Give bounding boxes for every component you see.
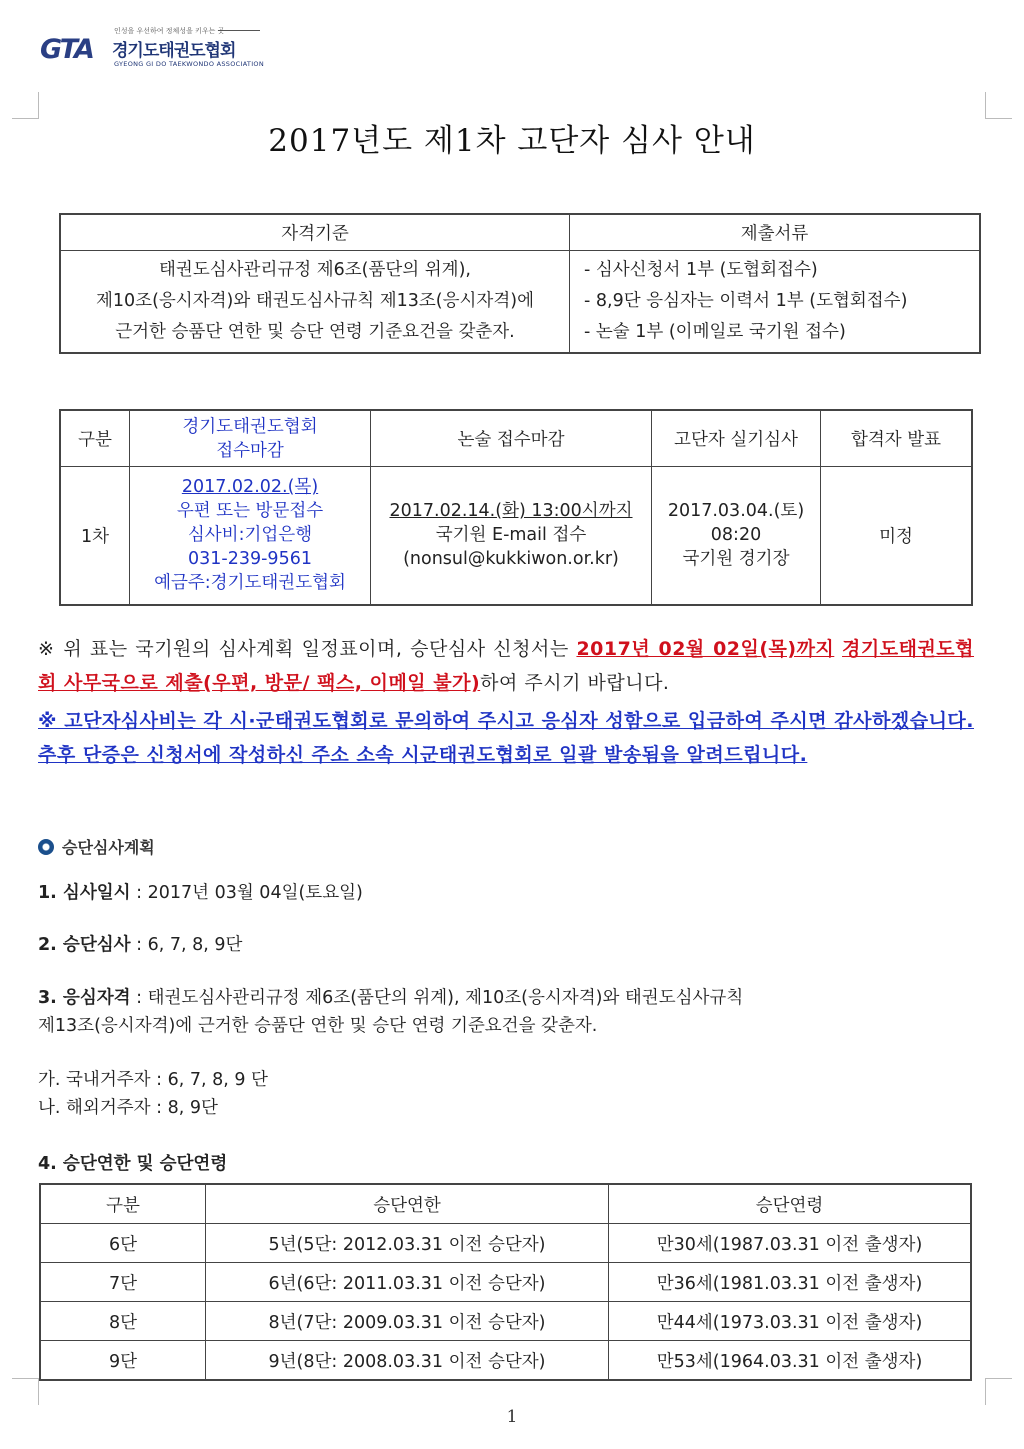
logo-mark: GTA [40, 34, 93, 65]
header-practical: 고단자 실기심사 [652, 410, 821, 467]
years-cell: 5년(5단: 2012.03.31 이전 승단자) [206, 1224, 609, 1263]
item-label: 1. 심사일시 [38, 883, 131, 903]
item-dan-levels [38, 931, 242, 956]
notice-text: ※ 위 표는 국기원의 심사계획 일정표이며, 승단심사 신청서는 [38, 638, 577, 660]
qualification-table [59, 213, 981, 354]
essay-email: (nonsul@kukkiwon.or.kr) [403, 549, 619, 570]
item-domestic: 가. 국내거주자 : 6, 7, 8, 9 단 [38, 1070, 268, 1090]
header-assoc-line2: 접수마감 [216, 440, 284, 461]
header-assoc-deadline [130, 410, 371, 467]
header-documents: 제출서류 [570, 214, 981, 251]
practical-venue: 국기원 경기장 [682, 549, 790, 570]
header-age: 승단연령 [609, 1184, 972, 1224]
table-row [40, 1263, 971, 1302]
header-years: 승단연한 [206, 1184, 609, 1224]
notice-paragraph-2: ※ 고단자심사비는 각 시·군태권도협회로 문의하여 주시고 응심자 성함으로 입금하여 주시면 감사하겠습니다. 추후 단증은 신청서에 작성하신 주소 소속 시군태권도협회로 일괄 발송됨을 알려드립니다. [38, 710, 974, 766]
assoc-date: 2017.02.02.(목) [181, 477, 319, 498]
essay-method: 국기원 E-mail 접수 [435, 525, 587, 546]
item-label: 4. 승단연한 및 승단연령 [38, 1154, 228, 1174]
essay-cell [371, 467, 652, 605]
logo-english-name: GYEONG GI DO TAEKWONDO ASSOCIATION [114, 60, 265, 68]
years-cell: 6년(6단: 2011.03.31 이전 승단자) [206, 1263, 609, 1302]
item-requirements-heading [38, 1150, 227, 1175]
level-cell: 9단 [40, 1341, 206, 1381]
header-round: 구분 [60, 410, 130, 467]
document-line: - 8,9단 응심자는 이력서 1부 (도협회접수) [584, 291, 908, 311]
criteria-line: 근거한 승품단 연한 및 승단 연령 기준요건을 갖춘자. [115, 322, 515, 342]
crop-mark-bottom-right [985, 1378, 1012, 1405]
section-title: 승단심사계획 [62, 838, 155, 857]
criteria-line: 제10조(응시자격)와 태권도심사규칙 제13조(응시자격)에 [96, 291, 534, 311]
logo-slogan: 인성을 우선하여 정체성을 키우는 곳 [114, 27, 225, 35]
notice-paragraph-1 [38, 632, 974, 700]
documents-cell [570, 251, 981, 354]
assoc-account: 031-239-9561 [188, 549, 312, 570]
years-cell: 9년(8단: 2008.03.31 이전 승단자) [206, 1341, 609, 1381]
notice-text-end: 하여 주시기 바랍니다. [480, 672, 670, 694]
header-level: 구분 [40, 1184, 206, 1224]
age-cell: 만30세(1987.03.31 이전 출생자) [609, 1224, 972, 1263]
round-cell: 1차 [60, 467, 130, 605]
item-eligibility [38, 984, 743, 1009]
age-cell: 만53세(1964.03.31 이전 출생자) [609, 1341, 972, 1381]
header-essay-deadline: 논술 접수마감 [371, 410, 652, 467]
assoc-fee: 심사비:기업은행 [187, 525, 313, 546]
section-heading [38, 835, 155, 858]
practical-cell [652, 467, 821, 605]
page-number: 1 [506, 1407, 518, 1427]
header-assoc-line1: 경기도태권도협회 [182, 416, 318, 437]
bullet-icon [38, 839, 54, 855]
table-row [40, 1341, 971, 1381]
table-row [40, 1224, 971, 1263]
association-logo [40, 22, 265, 74]
crop-mark-bottom-left [12, 1378, 39, 1405]
table-row [40, 1302, 971, 1341]
submission-highlight: 경기도태권도협회 사무국으로 제출(우편, 방문/ 팩스, 이메일 불가) [38, 638, 975, 694]
assoc-method: 우편 또는 방문접수 [176, 501, 324, 522]
age-cell: 만44세(1973.03.31 이전 출생자) [609, 1302, 972, 1341]
assoc-holder: 예금주:경기도태권도협회 [154, 573, 346, 594]
years-cell: 8년(7단: 2009.03.31 이전 승단자) [206, 1302, 609, 1341]
item-value: : 2017년 03월 04일(토요일) [130, 883, 363, 903]
header-result: 합격자 발표 [821, 410, 973, 467]
assoc-cell [130, 467, 371, 605]
document-line: - 논술 1부 (이메일로 국기원 접수) [584, 322, 846, 342]
item-eligibility-cont: 제13조(응시자격)에 근거한 승품단 연한 및 승단 연령 기준요건을 갖춘자. [38, 1016, 598, 1036]
item-value: : 6, 7, 8, 9단 [130, 935, 243, 955]
requirements-table [39, 1183, 972, 1381]
result-cell: 미정 [821, 467, 973, 605]
level-cell: 6단 [40, 1224, 206, 1263]
logo-slogan-line [218, 30, 260, 31]
page-title: 2017년도 제1차 고단자 심사 안내 [268, 123, 756, 159]
item-label: 2. 승단심사 [38, 935, 131, 955]
item-value: : 태권도심사관리규정 제6조(품단의 위계), 제10조(응시자격)와 태권도심사규칙 [130, 988, 744, 1008]
item-overseas: 나. 해외거주자 : 8, 9단 [38, 1098, 218, 1118]
item-label: 3. 응심자격 [38, 988, 131, 1008]
deadline-highlight: 2017년 02월 02일(목)까지 [576, 638, 835, 660]
logo-name: 경기도태권도협회 [112, 41, 236, 61]
practical-time: 08:20 [710, 525, 762, 546]
age-cell: 만36세(1981.03.31 이전 출생자) [609, 1263, 972, 1302]
schedule-table [59, 409, 973, 606]
criteria-line: 태권도심사관리규정 제6조(품단의 위계), [159, 260, 471, 280]
level-cell: 7단 [40, 1263, 206, 1302]
item-exam-date [38, 879, 363, 904]
practical-date: 2017.03.04.(토) [667, 501, 805, 522]
level-cell: 8단 [40, 1302, 206, 1341]
document-line: - 심사신청서 1부 (도협회접수) [584, 260, 818, 280]
criteria-cell [60, 251, 570, 354]
essay-deadline: 2017.02.14.(화) 13:00시까지 [389, 501, 633, 522]
header-criteria: 자격기준 [60, 214, 570, 251]
